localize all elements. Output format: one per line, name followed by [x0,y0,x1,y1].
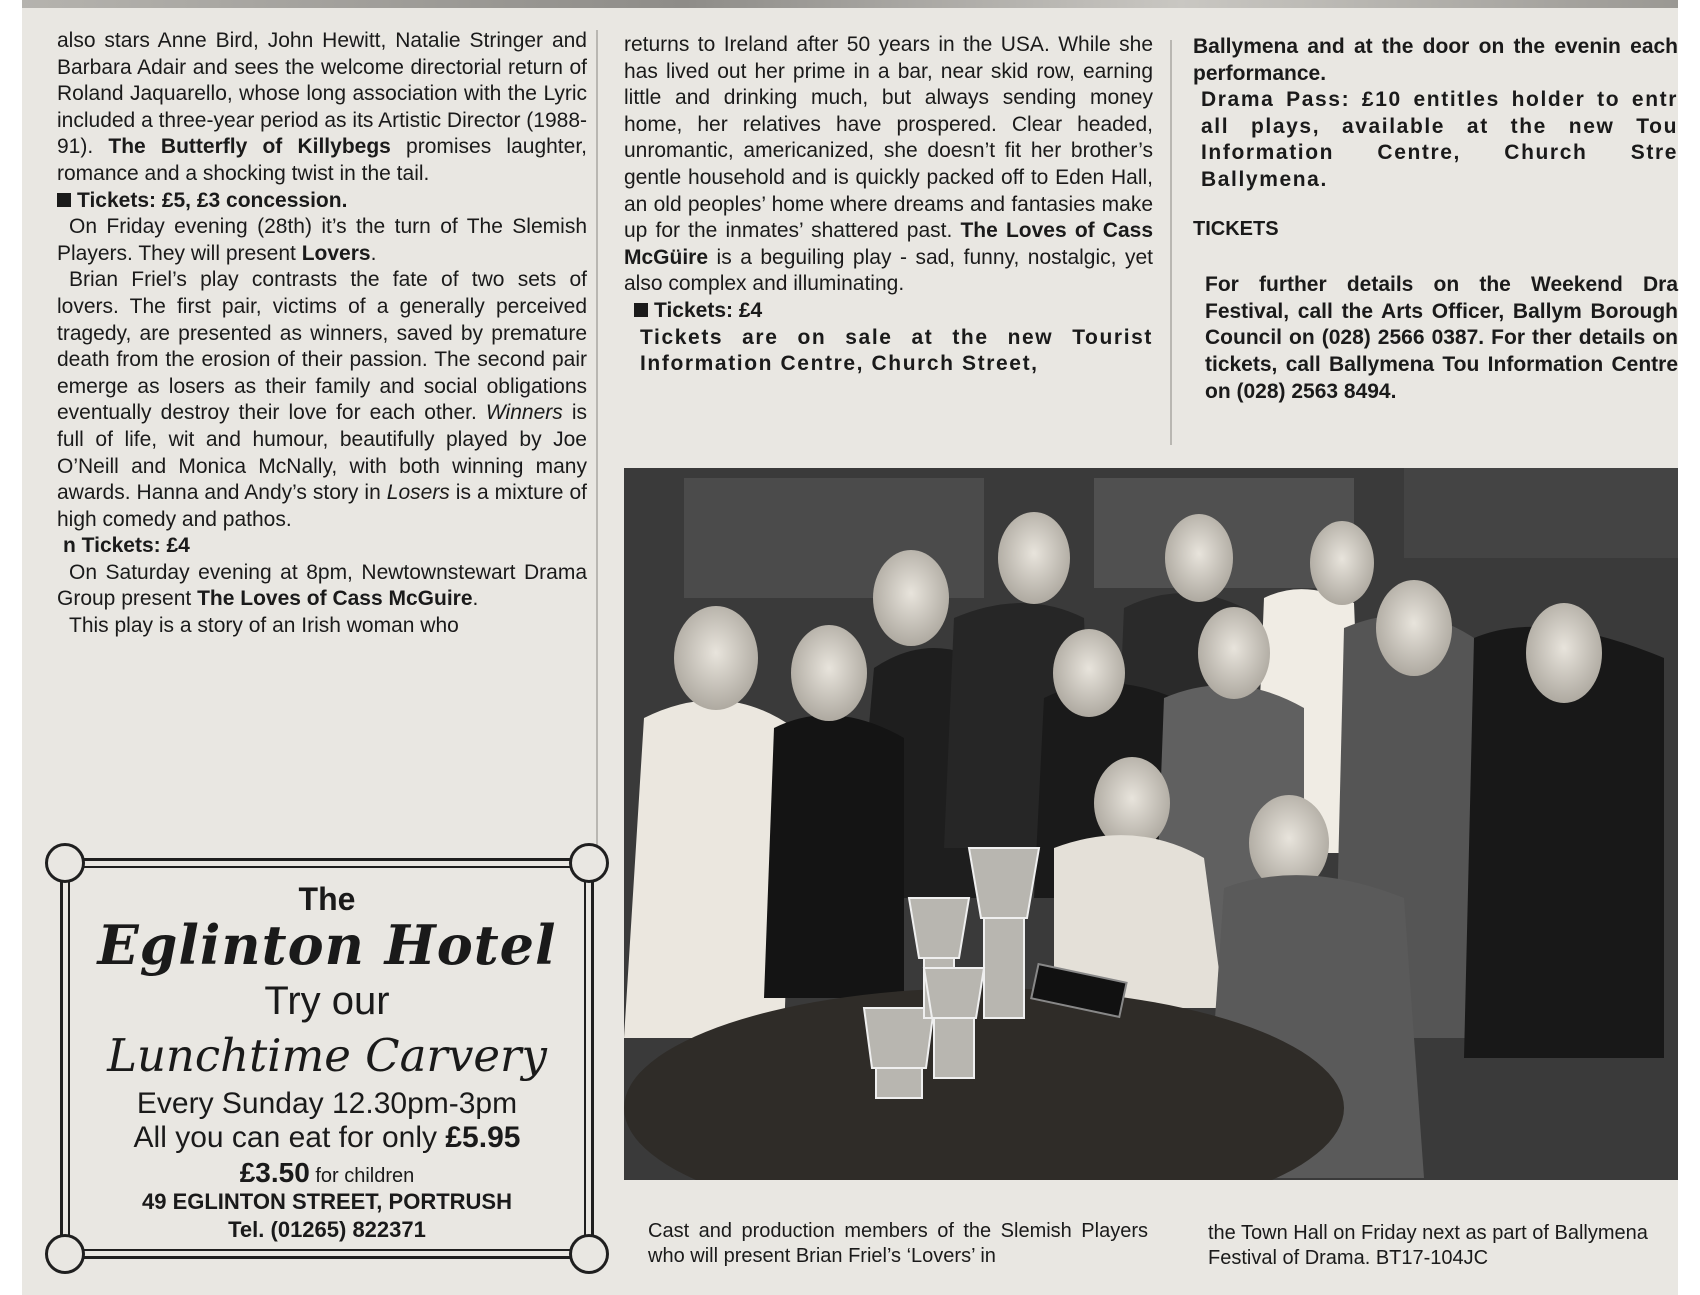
paragraph: On Saturday evening at 8pm, Newtownstewart Drama Group present The Loves of Cass McGuire. [57,560,587,611]
cast-photograph [624,468,1678,1180]
article-column-2 [624,32,1153,378]
ad-telephone: Tel. (01265) 822371 [228,1217,426,1242]
paragraph: also stars Anne Bird, John Hewitt, Natalie Stringer and Barbara Adair and sees the welcome directorial return of Roland Jaquarello, whose long association with the Lyric included a three-year period as its Artistic Director (1988-91). The Butterfly of Killybegs promises laughter, romance and a shocking twist in the tail. [57,29,587,185]
paragraph: This play is a story of an Irish woman who [69,614,459,638]
ad-address: 49 EGLINTON STREET, PORTRUSH [142,1189,512,1214]
photo-graphic [624,468,1678,1180]
page-top-edge [22,0,1678,8]
ad-price-line: All you can eat for only £5.95 [133,1121,521,1154]
article-column-1 [57,28,587,640]
paragraph: Ballymena and at the door on the evenin each performance. [1193,35,1678,85]
tickets-line: Tickets: £4 [624,298,1153,325]
ornament-icon [45,843,85,883]
paragraph: Tickets are on sale at the new Tourist Information Centre, Church Street, [640,325,1153,376]
paragraph: returns to Ireland after 50 years in the USA. While she has lived out her prime in a bar, near skid row, earning little and drinking much, but always sending money home, her relatives have prospered. Clear headed, unromantic, americanized, she doesn’t fit her brother’s gentle household and is quickly packed off to Eden Hall, an old peoples’ home where dreams and fantasies make up for the inmates’ shattered past. The Loves of Cass McGüire is a beguiling play - sad, funny, nostalgic, yet also complex and illuminating. [624,33,1153,296]
paragraph: On Friday evening (28th) it’s the turn of The Slemish Players. They will present Lovers. [57,215,587,265]
ad-try-our: Try our [264,979,390,1023]
eglinton-hotel-advert [60,858,594,1259]
column-divider [596,30,598,860]
tickets-line: Tickets: £5, £3 concession. [57,188,587,215]
paragraph: For further details on the Weekend Dra Festival, call the Arts Officer, Ballym Borough Council on (028) 2566 0387. For ther details on tickets, call Ballymena Tou Information Centre on (028) 2563 8494. [1205,273,1678,403]
ad-carvery: Lunchtime Carvery [107,1029,547,1082]
paragraph: Drama Pass: £10 entitles holder to entr all plays, available at the new Tou Information Centre, Church Stre Ballymena. [1201,88,1678,191]
article-column-3 [1193,34,1678,405]
tickets-heading: TICKETS [1193,217,1279,240]
photo-caption-left: Cast and production members of the Slemish Players who will present Brian Friel’s ‘Lovers’ in [648,1220,1148,1267]
ad-the: The [298,881,356,917]
paragraph: Brian Friel’s play contrasts the fate of two sets of lovers. The first pair, victims of a generally perceived tragedy, are presented as winners, saved by premature death from the erosion of their passion. The second pair emerge as losers as their family and social obligations eventually destroy their love for each other. Winners is full of life, wit and humour, beautifully played by Joe O’Neill and Monica McNally, with both winning many awards. Hanna and Andy’s story in Losers is a mixture of high comedy and pathos. [57,268,588,531]
hotel-name: Eglinton Hotel [97,913,557,977]
tickets-line: n Tickets: £4 [63,534,190,558]
ad-hours: Every Sunday 12.30pm-3pm [136,1087,518,1120]
photo-caption-right: the Town Hall on Friday next as part of Ballymena Festival of Drama. BT17-104JC [1208,1222,1648,1269]
ornament-icon [569,843,609,883]
column-divider [1170,40,1172,445]
ad-children-price: £3.50 for children [239,1157,415,1188]
